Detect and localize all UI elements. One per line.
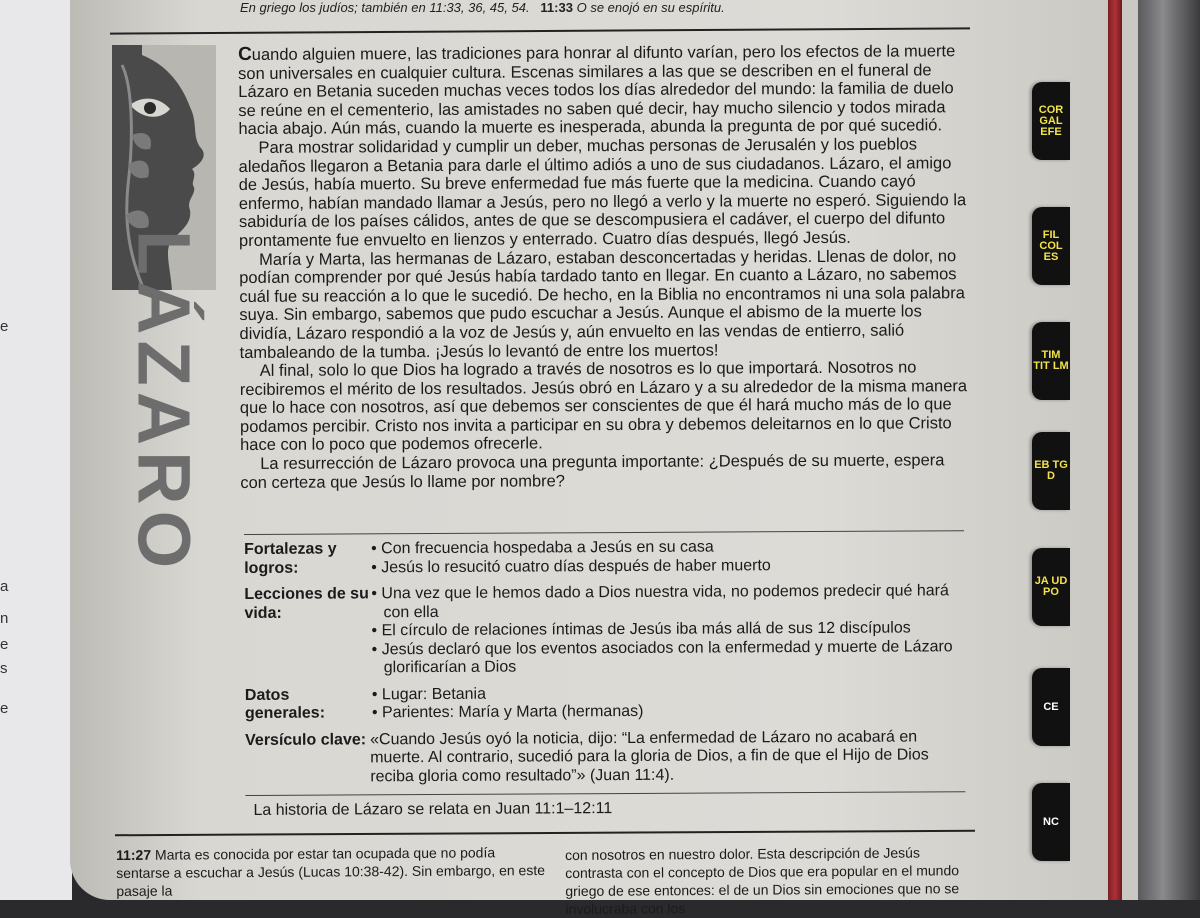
thumb-index-tab[interactable]: TIM TIT LM bbox=[1032, 322, 1070, 400]
book-cover-edge bbox=[1138, 0, 1200, 900]
footnote-text: O se enojó en su espíritu. bbox=[576, 0, 725, 15]
thumb-index-tab[interactable]: NC bbox=[1032, 783, 1070, 861]
margin-fragment: a bbox=[0, 578, 9, 595]
margin-fragment: s bbox=[0, 660, 8, 677]
thumb-index-tab[interactable]: CE bbox=[1032, 668, 1070, 746]
paragraph: Al final, solo lo que Dios ha logrado a través de nosotros es lo que importará. Nosotros no recibiremos el mérito de los resultados. Jesús obró en Lázaro y a su alrededor de la misma manera que lo hace con nosotros, así que debemos ser conscientes de que él hará mucho más de lo que podamos percibir. Cristo nos invita a participar en su obra y debemos deleitarnos en lo que Cristo hace con lo poco que podemos ofrecerle. bbox=[239, 358, 968, 455]
facts-general bbox=[245, 683, 975, 724]
paragraph: Para mostrar solidaridad y cumplir un deber, muchas personas de Jerusalén y los pueblos aledaños llegaron a Betania para darle el último adiós a uno de sus ciudadanos. Lázaro, el amigo de Jesús, había muerto. Su breve enfermedad fue más fuerte que la medicina. Cuando cayó enfermo, habían mandado llamar a Jesús, pero no llegó a verlo y la muerte no esperó. Siguiendo la sabiduría de los países cálidos, antes de que se descompusiera el cadáver, el cuerpo del difunto prontamente fue envuelto en lienzos y enterrado. Cuatro días después, llegó Jesús. bbox=[238, 135, 967, 250]
profile-body bbox=[238, 42, 970, 492]
study-note bbox=[116, 843, 546, 900]
facts-key-verse bbox=[245, 728, 975, 787]
paragraph: Cuando alguien muere, las tradiciones para honrar al difunto varían, pero los efectos de la muerte son universales en cualquier cultura. Escenas similares a las que se describen en el funeral de Lázaro en Betania suceden muchas veces todos los días alrededor del mundo: la familia de duelo se reúne en el cementerio, las amistades no saben qué decir, hay mucho silencio y todos mirada hacia abajo. Aún más, cuando la muerte es inesperada, abunda la pregunta de por qué sucedió. bbox=[237, 42, 956, 139]
list-item: • Parientes: María y Marta (hermanas) bbox=[370, 701, 975, 723]
profile-facts bbox=[244, 526, 976, 820]
profile-title: LÁZARO bbox=[122, 229, 206, 575]
margin-fragment: e bbox=[0, 318, 9, 335]
left-page-edge bbox=[0, 0, 72, 900]
footnote-line bbox=[240, 0, 880, 16]
list-item: • Con frecuencia hospedaba a Jesús en su casa bbox=[369, 537, 974, 559]
margin-fragment: n bbox=[0, 610, 9, 627]
facts-label: Versículo clave: bbox=[245, 730, 367, 749]
margin-fragment: e bbox=[0, 636, 9, 653]
list-item: • Jesús declaró que los eventos asociados con la enfermedad y muerte de Lázaro glorificarían a Dios bbox=[370, 638, 975, 678]
divider bbox=[244, 530, 964, 535]
thumb-index-tab[interactable]: FIL COL ES bbox=[1032, 207, 1070, 285]
story-reference: La historia de Lázaro se relata en Juan 11:1–12:11 bbox=[253, 800, 613, 819]
footnote-text: En griego los judíos; también en 11:33, 36, 45, 54. bbox=[240, 0, 530, 15]
facts-label: Datos generales: bbox=[244, 686, 326, 722]
facts-strengths bbox=[244, 537, 974, 578]
facts-label: Lecciones de su vida: bbox=[244, 585, 369, 622]
list-item: • El círculo de relaciones íntimas de Jesús iba más allá de sus 12 discípulos bbox=[369, 619, 974, 641]
facts-label: Fortalezas y logros: bbox=[244, 540, 337, 577]
note-text: con nosotros en nuestro dolor. Esta descripción de Jesús contrasta con el concepto de Dios que era popular en el mundo griego de ese entonces: el de un Dios sin emociones que no se involucraba con los bbox=[565, 844, 960, 917]
list-item: • Jesús lo resucitó cuatro días después de haber muerto bbox=[369, 556, 974, 578]
footnote-ref: 11:33 bbox=[540, 0, 573, 15]
thumb-index-tab[interactable]: COR GAL EFE bbox=[1032, 82, 1070, 160]
list-item: • Una vez que le hemos dado a Dios nuestra vida, no podemos predecir qué hará con ella bbox=[369, 582, 974, 622]
thumb-index-tab[interactable]: JA UD PO bbox=[1032, 548, 1070, 626]
paragraph: La resurrección de Lázaro provoca una pregunta importante: ¿Después de su muerte, espera con certeza que Jesús lo llame por nombre? bbox=[240, 451, 945, 492]
red-page-edge bbox=[1108, 0, 1122, 900]
margin-fragment: e bbox=[0, 700, 9, 717]
facts-lessons bbox=[244, 582, 974, 678]
list-item: • Lugar: Betania bbox=[370, 683, 975, 705]
note-text: Marta es conocida por estar tan ocupada que no podía sentarse a escuchar a Jesús (Lucas 10:38-42). Sin embargo, en este pasaje la bbox=[116, 844, 546, 899]
divider bbox=[245, 791, 965, 796]
study-note bbox=[565, 843, 965, 918]
paragraph: María y Marta, las hermanas de Lázaro, estaban desconcertadas y heridas. Llenas de dolor, no podían comprender por qué Jesús había tardado tanto en llegar. En cuanto a Lázaro, no sabemos cuál fue su reacción a lo que le sucedió. De hecho, en la Biblia no encontramos ni una sola palabra suya. Sin embargo, sabemos que pudo escuchar a Jesús. Aunque el abismo de la muerte los dividía, Lázaro respondió a la voz de Jesús y, aún envuelto en las vendas de entierro, salió tambaleando de la tumba. ¡Jesús lo levantó de entre los muertos! bbox=[239, 246, 965, 362]
note-ref: 11:27 bbox=[116, 846, 152, 863]
key-verse-text: «Cuando Jesús oyó la noticia, dijo: “La enfermedad de Lázaro no acabará en muerte. Al contrario, sucedió para la gloria de Dios, a fin de que el Hijo de Dios reciba gloria como resultado”» (Juan 11:4). bbox=[370, 727, 929, 785]
thumb-index-tab[interactable]: EB TG D bbox=[1032, 432, 1070, 510]
